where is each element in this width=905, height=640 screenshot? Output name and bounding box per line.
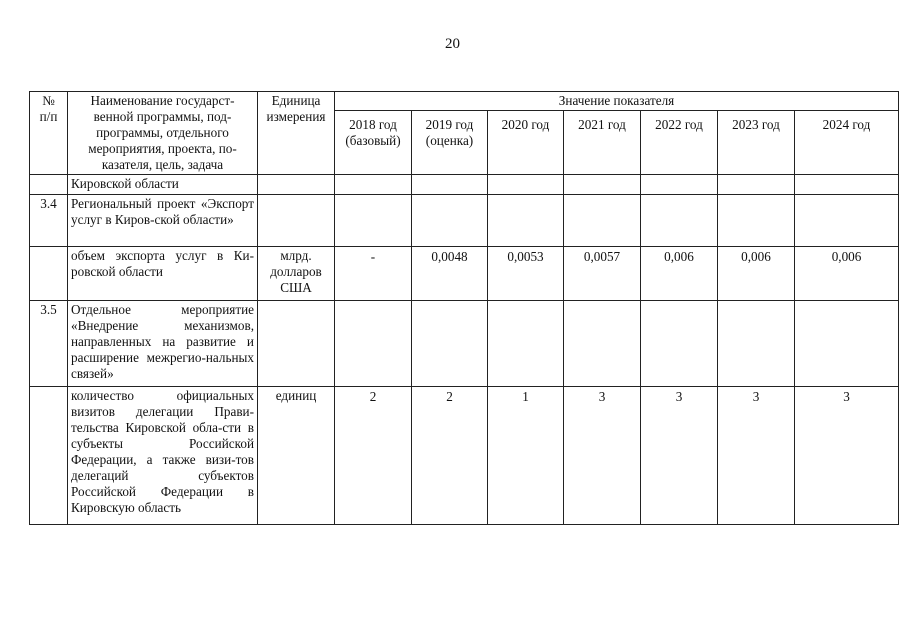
header-year: 2018 год (базовый) (335, 111, 412, 175)
row-value: 3 (795, 387, 899, 525)
row-num (30, 175, 68, 195)
row-value: 3 (564, 387, 641, 525)
row-value (718, 175, 795, 195)
row-value (412, 195, 488, 247)
row-unit (258, 301, 335, 387)
row-value (795, 195, 899, 247)
row-value (641, 195, 718, 247)
header-value-group: Значение показателя (335, 92, 899, 111)
header-year: 2023 год (718, 111, 795, 175)
row-value (641, 175, 718, 195)
row-value: 2 (412, 387, 488, 525)
row-value (412, 301, 488, 387)
row-num: 3.5 (30, 301, 68, 387)
row-value (718, 195, 795, 247)
row-value (795, 301, 899, 387)
table-row (30, 195, 899, 247)
header-year: 2021 год (564, 111, 641, 175)
row-value: 0,006 (641, 247, 718, 301)
row-value (564, 175, 641, 195)
row-value (335, 195, 412, 247)
row-value (335, 175, 412, 195)
row-unit: единиц (258, 387, 335, 525)
row-value (564, 301, 641, 387)
page-number: 20 (445, 36, 460, 52)
row-value: 0,0053 (488, 247, 564, 301)
row-name: Отдельное мероприятие «Внедрение механизмов, направленных на развитие и расширение межрегио-нальных связей» (68, 301, 258, 387)
row-name: Региональный проект «Экспорт услуг в Киров-ской области» (68, 195, 258, 247)
row-value: 3 (718, 387, 795, 525)
row-value (488, 301, 564, 387)
header-year: 2024 год (795, 111, 899, 175)
row-value: - (335, 247, 412, 301)
row-value (488, 195, 564, 247)
row-unit (258, 195, 335, 247)
table-row (30, 387, 899, 525)
row-name: Кировской области (68, 175, 258, 195)
row-name: объем экспорта услуг в Ки-ровской области (68, 247, 258, 301)
row-num (30, 387, 68, 525)
row-unit: млрд. долларов США (258, 247, 335, 301)
table-row (30, 301, 899, 387)
row-value (488, 175, 564, 195)
indicators-table (29, 91, 899, 525)
row-value (412, 175, 488, 195)
row-value: 0,006 (795, 247, 899, 301)
header-row-top (30, 92, 899, 111)
row-value: 0,0048 (412, 247, 488, 301)
row-value (641, 301, 718, 387)
row-value (564, 195, 641, 247)
row-value (335, 301, 412, 387)
row-value (718, 301, 795, 387)
table-row (30, 175, 899, 195)
header-year: 2022 год (641, 111, 718, 175)
row-unit (258, 175, 335, 195)
header-unit: Единица измерения (258, 92, 335, 175)
row-num: 3.4 (30, 195, 68, 247)
row-value: 1 (488, 387, 564, 525)
row-value (795, 175, 899, 195)
row-name: количество официальных визитов делегации Прави-тельства Кировской обла-сти в субъекты Российской Федерации, а также визи-тов делегаций субъектов Российской Федерации в Кировскую область (68, 387, 258, 525)
header-year: 2020 год (488, 111, 564, 175)
row-value: 0,0057 (564, 247, 641, 301)
header-num: № п/п (30, 92, 68, 175)
header-name: Наименование государст-венной программы, под-программы, отдельного мероприятия, проекта, по-казателя, цель, задача (68, 92, 258, 175)
row-num (30, 247, 68, 301)
row-value: 3 (641, 387, 718, 525)
header-year: 2019 год (оценка) (412, 111, 488, 175)
row-value: 2 (335, 387, 412, 525)
row-value: 0,006 (718, 247, 795, 301)
table-row (30, 247, 899, 301)
